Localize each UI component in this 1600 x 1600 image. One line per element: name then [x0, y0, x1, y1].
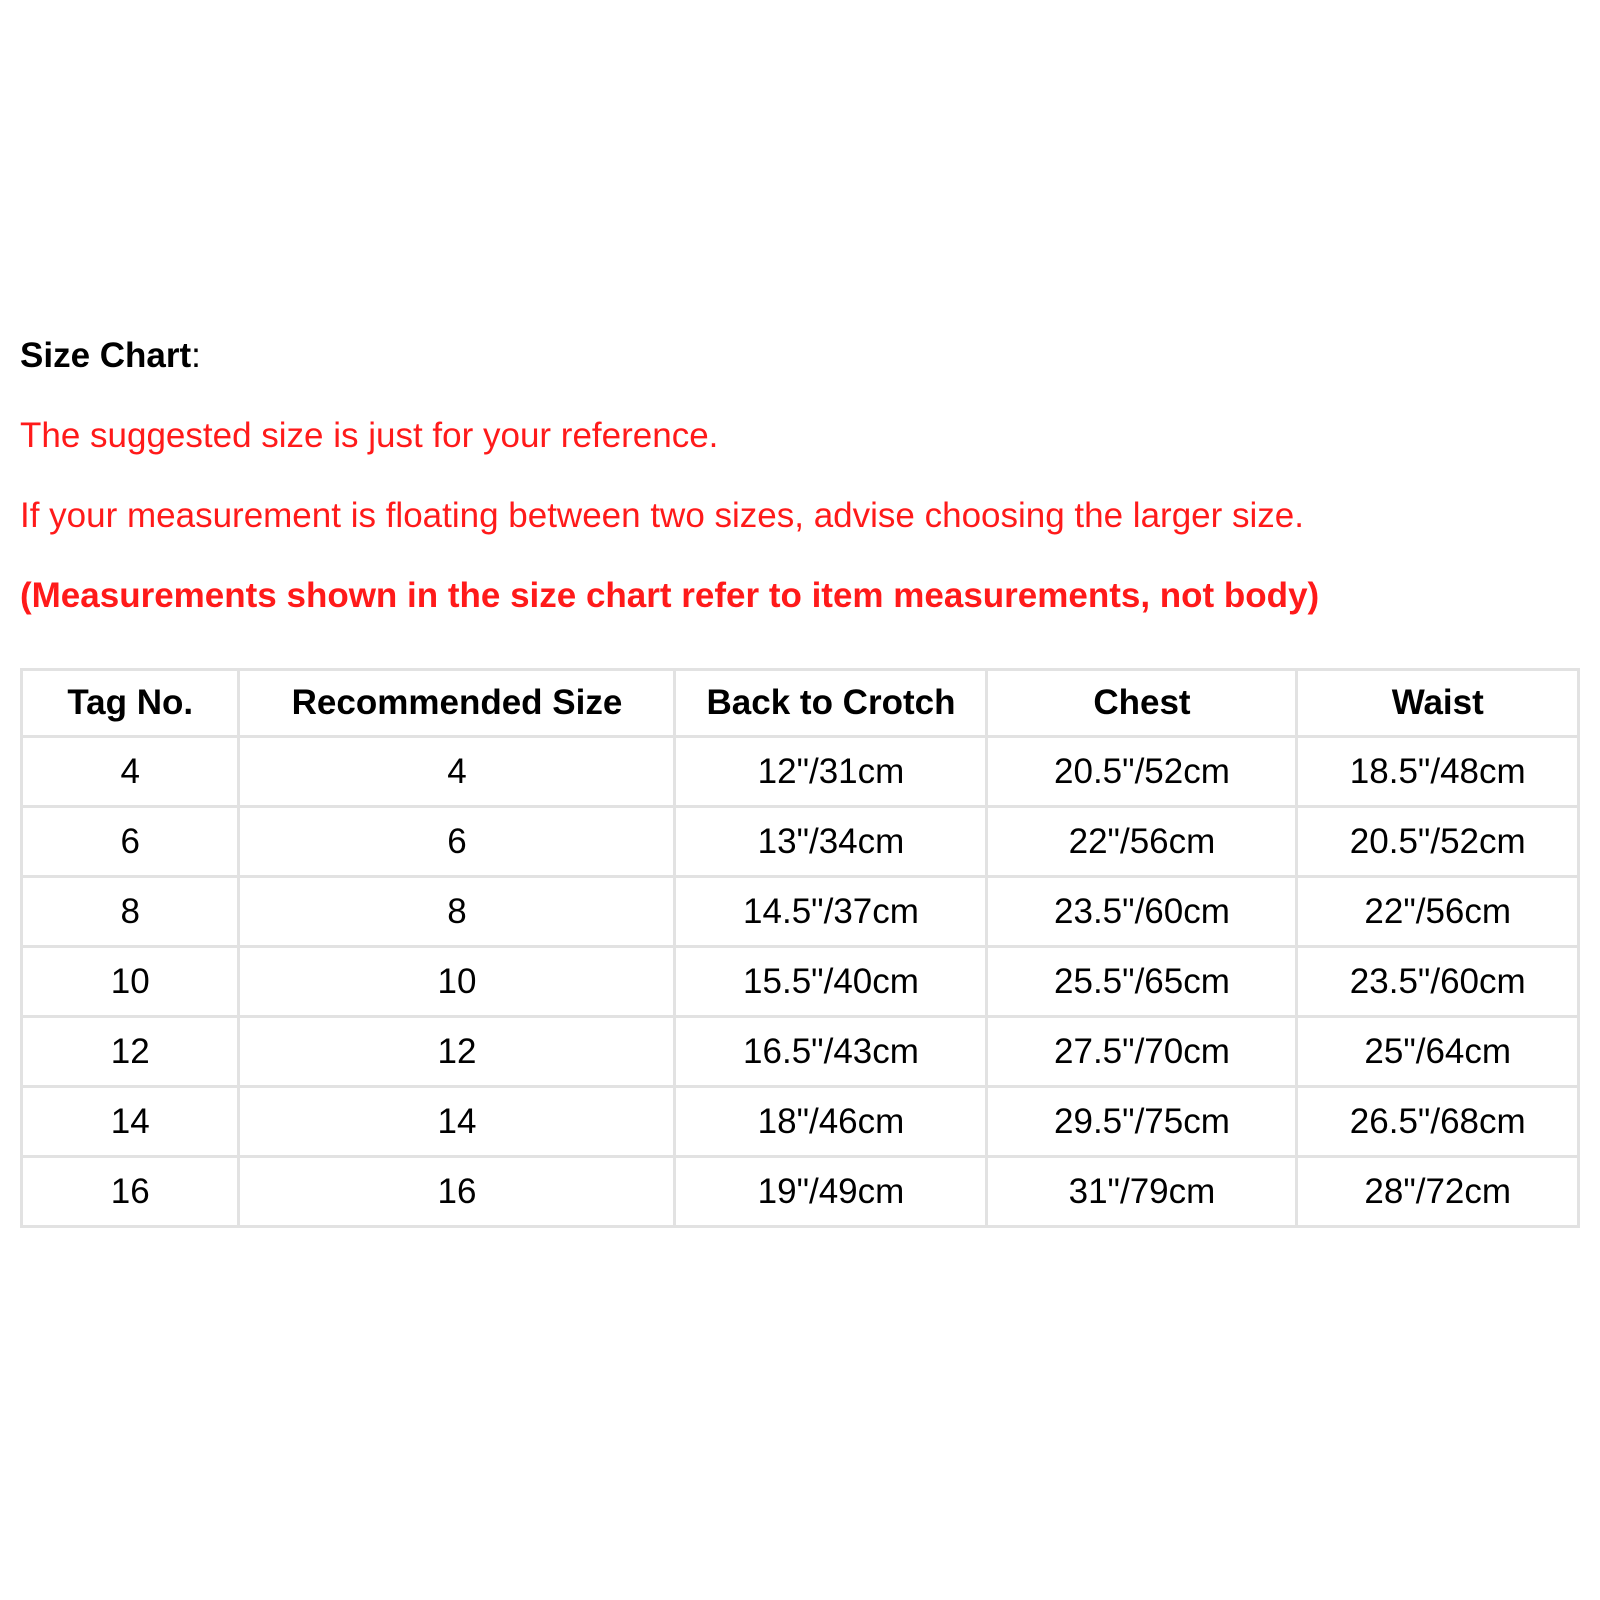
cell-waist: 20.5"/52cm: [1297, 807, 1579, 877]
cell-back-to-crotch: 18"/46cm: [675, 1087, 987, 1157]
cell-waist: 25"/64cm: [1297, 1017, 1579, 1087]
cell-waist: 23.5"/60cm: [1297, 947, 1579, 1017]
header-recommended-size: Recommended Size: [239, 670, 675, 737]
item-measurements-note: (Measurements shown in the size chart refer to item measurements, not body): [20, 576, 1320, 615]
cell-waist: 18.5"/48cm: [1297, 737, 1579, 807]
cell-chest: 27.5"/70cm: [987, 1017, 1297, 1087]
cell-recommended-size: 16: [239, 1157, 675, 1227]
cell-waist: 22"/56cm: [1297, 877, 1579, 947]
cell-back-to-crotch: 12"/31cm: [675, 737, 987, 807]
header-back-to-crotch: Back to Crotch: [675, 670, 987, 737]
size-chart-heading-label: Size Chart: [20, 336, 192, 375]
cell-back-to-crotch: 16.5"/43cm: [675, 1017, 987, 1087]
cell-chest: 22"/56cm: [987, 807, 1297, 877]
header-tag-no: Tag No.: [22, 670, 239, 737]
cell-tag-no: 4: [22, 737, 239, 807]
header-chest: Chest: [987, 670, 1297, 737]
table-row: [22, 737, 1579, 807]
table-row: [22, 947, 1579, 1017]
cell-chest: 25.5"/65cm: [987, 947, 1297, 1017]
cell-recommended-size: 4: [239, 737, 675, 807]
cell-tag-no: 6: [22, 807, 239, 877]
cell-tag-no: 14: [22, 1087, 239, 1157]
cell-chest: 31"/79cm: [987, 1157, 1297, 1227]
cell-recommended-size: 12: [239, 1017, 675, 1087]
size-chart-section: [20, 330, 1580, 1211]
table-row: [22, 1087, 1579, 1157]
table-row: [22, 877, 1579, 947]
table-row: [22, 1157, 1579, 1227]
table-row: [22, 1017, 1579, 1087]
size-chart-heading: [20, 330, 1580, 382]
cell-recommended-size: 14: [239, 1087, 675, 1157]
cell-chest: 29.5"/75cm: [987, 1087, 1297, 1157]
cell-back-to-crotch: 13"/34cm: [675, 807, 987, 877]
cell-chest: 20.5"/52cm: [987, 737, 1297, 807]
cell-tag-no: 16: [22, 1157, 239, 1227]
cell-chest: 23.5"/60cm: [987, 877, 1297, 947]
cell-recommended-size: 6: [239, 807, 675, 877]
reference-note: The suggested size is just for your reference.: [20, 416, 719, 455]
larger-size-note: If your measurement is floating between two sizes, advise choosing the larger size.: [20, 496, 1304, 535]
cell-back-to-crotch: 14.5"/37cm: [675, 877, 987, 947]
cell-tag-no: 12: [22, 1017, 239, 1087]
cell-tag-no: 8: [22, 877, 239, 947]
cell-tag-no: 10: [22, 947, 239, 1017]
header-waist: Waist: [1297, 670, 1579, 737]
size-chart-heading-colon: :: [191, 336, 201, 375]
table-header-row: [22, 670, 1579, 737]
cell-back-to-crotch: 15.5"/40cm: [675, 947, 987, 1017]
cell-back-to-crotch: 19"/49cm: [675, 1157, 987, 1227]
table-row: [22, 807, 1579, 877]
cell-recommended-size: 8: [239, 877, 675, 947]
size-chart-table: [20, 668, 1580, 1228]
cell-recommended-size: 10: [239, 947, 675, 1017]
cell-waist: 26.5"/68cm: [1297, 1087, 1579, 1157]
cell-waist: 28"/72cm: [1297, 1157, 1579, 1227]
